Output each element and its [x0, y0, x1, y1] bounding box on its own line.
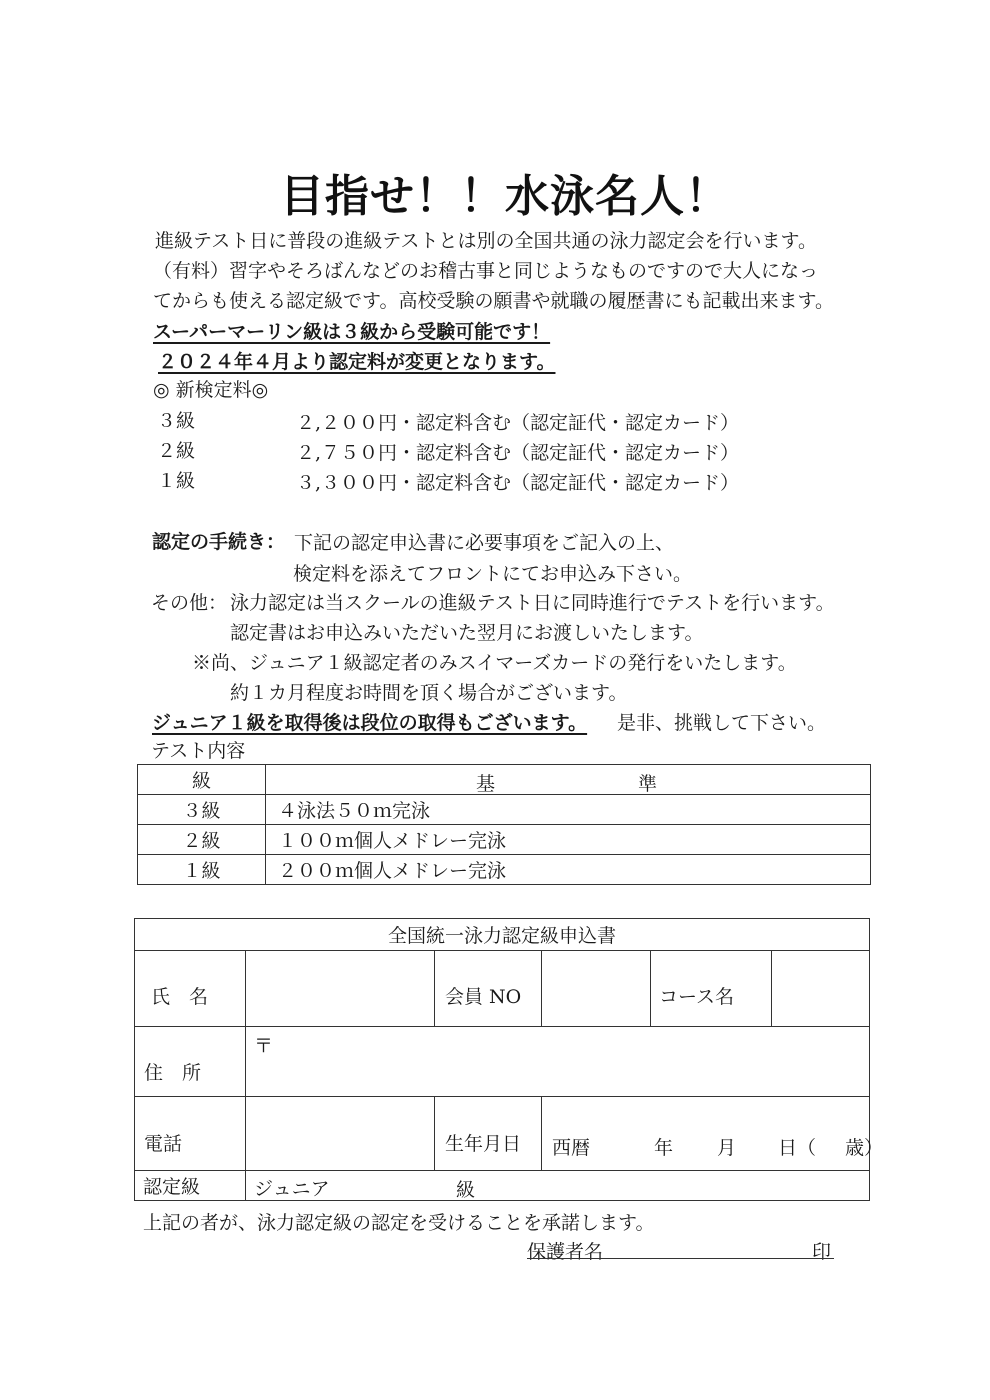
course-label: コース名: [651, 951, 772, 1027]
other-line-1: 泳力認定は当スクールの進級テスト日に同時進行でテストを行います。: [230, 592, 835, 614]
test-content-label: テスト内容: [151, 740, 246, 762]
fee-price: ３,３００円・認定料含む（認定証代・認定カード）: [296, 472, 740, 494]
criteria-cell: ４泳法５０ｍ完泳: [266, 795, 871, 825]
grade-field[interactable]: [246, 1171, 870, 1201]
intro-line-1: 進級テスト日に普段の進級テストとは別の全国共通の泳力認定会を行います。: [155, 230, 817, 252]
birth-label: 生年月日: [435, 1097, 542, 1171]
form-phone-row: [135, 1097, 870, 1171]
other-line-4: 約１カ月程度お時間を頂く場合がございます。: [230, 682, 628, 704]
fee-grade: ２級: [157, 440, 196, 462]
fee-header: ◎ 新検定料◎: [153, 379, 269, 401]
criteria-cell: ２００ｍ個人メドレー完泳: [266, 855, 871, 885]
form-title: 全国統一泳力認定級申込書: [135, 919, 870, 951]
postal-mark: 〒: [254, 1035, 274, 1057]
grade-suffix: 級: [456, 1179, 476, 1201]
seal-mark: 印: [812, 1241, 832, 1263]
table-row: [138, 825, 871, 855]
guardian-signature-line[interactable]: [527, 1258, 834, 1259]
grade-label: 認定級: [135, 1171, 246, 1201]
junior-note: ジュニア１級を取得後は段位の取得もございます。: [152, 712, 588, 734]
fee-grade: ３級: [157, 410, 196, 432]
form-grade-row: [135, 1171, 870, 1201]
phone-field[interactable]: [246, 1097, 435, 1171]
header-criteria-2: 準: [638, 773, 658, 795]
other-label: その他：: [151, 592, 228, 614]
course-field[interactable]: [772, 951, 870, 1027]
test-table: [137, 764, 871, 885]
day-label: 日（: [778, 1137, 817, 1159]
procedure-label: 認定の手続き：: [152, 531, 286, 553]
fee-price: ２,７５０円・認定料含む（認定証代・認定カード）: [296, 442, 740, 464]
fee-grade: １級: [157, 470, 196, 492]
table-header-row: [138, 765, 871, 795]
header-grade: 級: [138, 765, 266, 795]
criteria-cell: １００ｍ個人メドレー完泳: [266, 825, 871, 855]
intro-line-3: てからも使える認定級です。高校受験の願書や就職の履歴書にも記載出来ます。: [153, 290, 834, 312]
page-title: 目指せ！！水泳名人！: [280, 171, 730, 222]
challenge-text: 是非、挑戦して下さい。: [617, 712, 827, 734]
name-field[interactable]: [246, 951, 435, 1027]
name-label: 氏 名: [135, 951, 246, 1027]
intro-line-2: （有料）習字やそろばんなどのお稽古事と同じようなものですので大人になっ: [153, 260, 819, 282]
form-title-row: [135, 919, 870, 951]
era-label: 西暦: [552, 1137, 591, 1159]
birthdate-field[interactable]: [542, 1097, 884, 1171]
grade-cell: ３級: [138, 795, 266, 825]
consent-text: 上記の者が、泳力認定級の認定を受けることを承諾します。: [143, 1212, 655, 1234]
grade-cell: １級: [138, 855, 266, 885]
phone-label: 電話: [135, 1097, 246, 1171]
form-address-row: [135, 1027, 870, 1097]
junior-label: ジュニア: [254, 1178, 330, 1200]
member-no-field[interactable]: [542, 951, 651, 1027]
month-label: 月: [717, 1137, 737, 1159]
address-field[interactable]: [246, 1027, 870, 1097]
grade-cell: ２級: [138, 825, 266, 855]
notice-fee-change: ２０２４年４月より認定料が変更となります。: [158, 351, 556, 373]
fee-price: ２,２００円・認定料含む（認定証代・認定カード）: [296, 412, 740, 434]
member-no-label: 会員 NO: [435, 951, 542, 1027]
notice-super-marlin: スーパーマーリン級は３級から受験可能です！: [153, 321, 551, 343]
year-label: 年: [654, 1137, 674, 1159]
table-row: [138, 855, 871, 885]
header-criteria-1: 基: [476, 773, 496, 795]
application-form: [134, 918, 884, 1201]
header-criteria: [266, 765, 871, 795]
table-row: [138, 795, 871, 825]
guardian-label: 保護者名: [527, 1241, 604, 1263]
other-line-2: 認定書はお申込みいただいた翌月にお渡しいたします。: [230, 622, 704, 644]
procedure-line-2: 検定料を添えてフロントにてお申込み下さい。: [293, 563, 693, 585]
form-name-row: [135, 951, 870, 1027]
address-label: 住 所: [135, 1027, 246, 1097]
other-line-3: ※尚、ジュニア１級認定者のみスイマーズカードの発行をいたします。: [192, 652, 797, 674]
procedure-line-1: 下記の認定申込書に必要事項をご記入の上、: [294, 532, 675, 554]
age-label: 歳）: [845, 1137, 884, 1159]
